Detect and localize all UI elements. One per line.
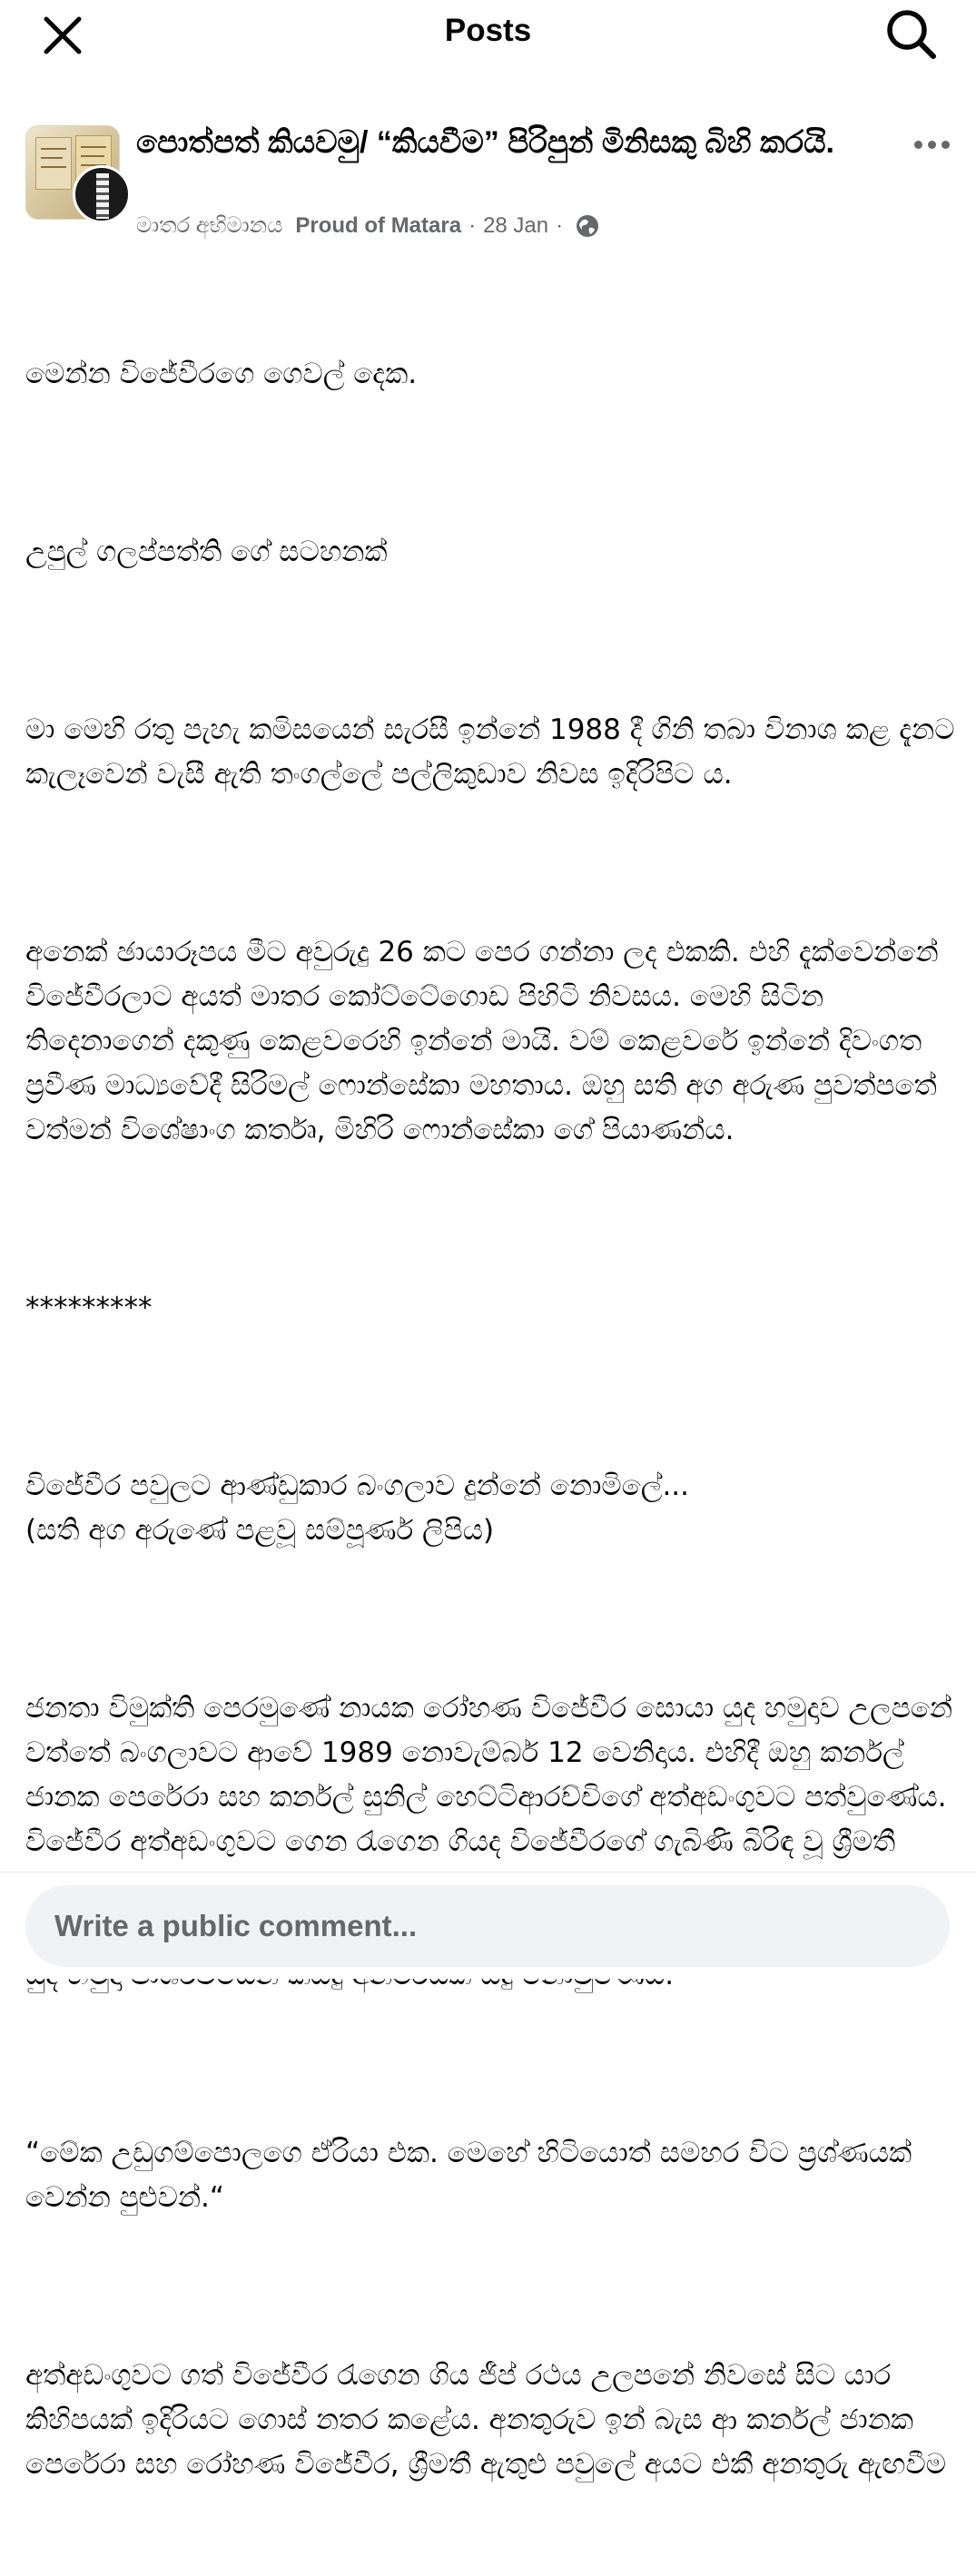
post-paragraph: මා මෙහි රතු පැහැ කමිසයෙන් සැරසී ඉන්නේ 1988 දී ගිනි තබා විනාශ කළ දැනට කැලෑවෙන් වැසී ඇති තංගල්ලේ පල්ලිකුඩාව නිවස ඉදිරිපිට ය. — [25, 713, 964, 791]
text-line — [41, 148, 66, 150]
text-line — [41, 157, 63, 159]
post-paragraph: අත්අඩංගුවට ගත් විජේවීර රැගෙන ගිය ජීප් රථය උලපනේ නිවසේ සිට යාර කිහිපයක් ඉදිරියට ගොස් නතර කළේය. අනතුරුව ඉන් බැස ආ කර්නල් ජානක පෙරේරා සහ රෝහණ විජේවීර, ශ්‍රීමතී ඇතුළු පවුලේ අයට එකී අනතුරු ඇඟවීම — [25, 2359, 947, 2481]
book-page-left — [35, 137, 72, 190]
post-paragraph: ජනතා විමුක්ති පෙරමුණේ නායක රෝහණ විජේවීර සොයා යුද හමුදාව උලපනේ වත්තේ බංගලාවට ආවේ 1989 නොවැම්බර් 12 වෙනිදාය. එහිදී ඔහු කර්නල් ජානක පෙරේරා සහ කර්නල් සුනිල් හෙට්ටිආරච්චිගේ අත්අඩංගුවට පත්වුණේය. විජේවීර අත්අඩංගුවට ගෙන රැගෙන ගියද විජේවීරගේ ගැබිණි බිරිඳ වූ ශ්‍රීමතී — [25, 1692, 953, 1858]
post-paragraph: විජේවීර පවුලට ආණ්ඩුකාර බංගලාව දුන්නේ නොමිලේ... (සති අග අරුණේ පළවූ සම්පූර්ණ ලිපිය) — [25, 1470, 690, 1547]
author-page-name[interactable]: Proud of Matara — [295, 213, 462, 238]
post-paragraph: ********* — [25, 1292, 153, 1324]
clock-tower-image — [96, 173, 109, 219]
more-icon-dot — [941, 141, 950, 149]
author-name[interactable]: මාතර අභිමානය — [136, 213, 283, 238]
group-name[interactable]: පොත්පත් කියවමු/ “කියවීම” පිරිපුන් මිනිසකු බිහි කරයි. — [136, 125, 834, 160]
post-paragraph: මෙන්න විජේවීරගෙ ගෙවල් දෙක. — [25, 358, 418, 390]
post-body — [25, 263, 964, 2576]
text-line — [81, 146, 106, 148]
meta-separator: · — [556, 213, 564, 238]
search-button[interactable] — [879, 5, 944, 64]
comment-input[interactable] — [25, 1885, 950, 1967]
more-icon-dot — [928, 141, 936, 149]
user-avatar[interactable] — [73, 165, 131, 223]
more-icon — [914, 141, 922, 149]
more-options-button[interactable] — [906, 129, 957, 160]
meta-separator: · — [468, 213, 477, 238]
page-title: Posts — [444, 13, 532, 48]
post-date[interactable]: 28 Jan — [483, 213, 549, 238]
comment-bar — [0, 1872, 976, 1979]
post-paragraph: අනෙක් ඡායාරූපය මීට අවුරුදු 26 කට පෙර ගන්නා ලද එකකි. එහි දැක්වෙන්නේ විජේවීරලාට අයත් මාතර කෝට්ටේගොඩ පිහිටි නිවසය. මෙහි සිටින තිදෙනාගෙන් දකුණු කෙළවරෙහි ඉන්නේ මායි. වම් කෙළවරේ ඉන්නේ දිවංගත ප්‍රවීණ මාධ්‍යවේදී සිරිමල් ෆොන්සේකා මහතාය. ඔහු සති අග අරුණ පුවත්පතේ වත්මන් විශේෂාංග කර්තෘ, මිහිරි ෆොන්සේකා ගේ පියාණන්ය. — [25, 936, 948, 1146]
post-paragraph: “මේක උඩුගම්පොලගෙ ඒරියා එක. මෙහේ හිටියොත් සමහර විට ප්‍රශ්ණයක් වෙන්න පුළුවන්.“ — [25, 2137, 922, 2214]
post-paragraph: උපුල් ගලප්පත්ති ගේ සටහනක් — [25, 536, 388, 568]
globe-icon — [574, 212, 601, 240]
search-icon — [884, 7, 939, 62]
post-header — [0, 116, 976, 243]
text-line — [81, 155, 104, 157]
post-meta — [136, 211, 601, 241]
top-bar — [0, 0, 976, 65]
text-line — [41, 166, 66, 168]
